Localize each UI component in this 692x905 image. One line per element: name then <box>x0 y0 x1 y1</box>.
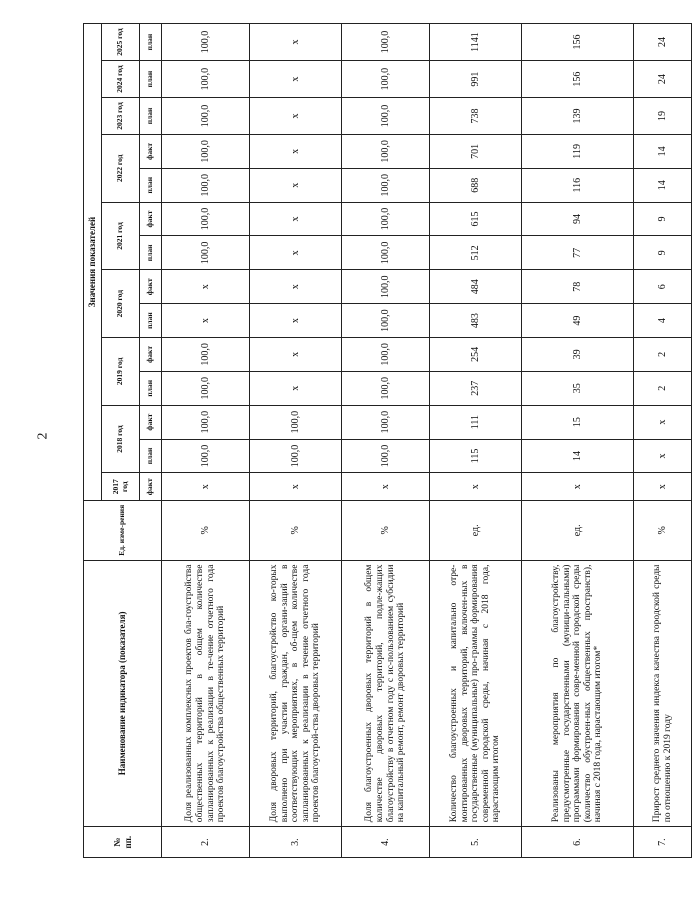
value-cell: 738 <box>430 98 522 135</box>
value-cell: 100,0 <box>162 439 250 473</box>
row-number: 2. <box>162 827 250 858</box>
header-year: 2023 год <box>102 98 140 135</box>
value-cell: 119 <box>522 134 634 168</box>
unit-cell: % <box>634 501 692 560</box>
value-cell: 100,0 <box>162 61 250 98</box>
value-cell: 111 <box>430 405 522 439</box>
header-fact: факт <box>140 405 162 439</box>
header-fact: факт <box>140 338 162 372</box>
table-row <box>250 24 342 858</box>
value-cell: 139 <box>522 98 634 135</box>
header-values: Значения показателей <box>84 24 102 501</box>
value-cell: х <box>634 439 692 473</box>
value-cell: х <box>250 61 342 98</box>
value-cell: 100,0 <box>342 338 430 372</box>
header-year: 2017 год <box>102 473 140 501</box>
value-cell: 100,0 <box>162 24 250 61</box>
value-cell: 19 <box>634 98 692 135</box>
value-cell: х <box>250 236 342 270</box>
unit-cell: % <box>342 501 430 560</box>
value-cell: 615 <box>430 202 522 236</box>
value-cell: 100,0 <box>162 134 250 168</box>
value-cell: 483 <box>430 304 522 338</box>
value-cell: 100,0 <box>342 98 430 135</box>
row-number: 4. <box>342 827 430 858</box>
header-name: Наименование индикатора (показателя) <box>84 560 162 827</box>
indicator-name: Доля реализованных комплексных проектов бла-гоустройства общественных территорий в общем количестве запланированных к реализации в те-чение отчетного года проектов благоустройства общественных территорий <box>162 560 250 827</box>
header-plan: план <box>140 61 162 98</box>
value-cell: х <box>250 24 342 61</box>
value-cell: 156 <box>522 24 634 61</box>
value-cell: 100,0 <box>162 202 250 236</box>
header-plan: план <box>140 236 162 270</box>
value-cell: 49 <box>522 304 634 338</box>
row-number: 3. <box>250 827 342 858</box>
indicator-name: Прирост среднего значения индекса качества городской среды по отношению к 2019 году <box>634 560 692 827</box>
table-row <box>634 24 692 858</box>
header-fact: факт <box>140 202 162 236</box>
value-cell: 701 <box>430 134 522 168</box>
value-cell: х <box>250 168 342 202</box>
value-cell: 100,0 <box>162 98 250 135</box>
value-cell: 100,0 <box>342 134 430 168</box>
value-cell: 254 <box>430 338 522 372</box>
value-cell: х <box>250 270 342 304</box>
value-cell: х <box>250 202 342 236</box>
value-cell: 100,0 <box>342 24 430 61</box>
header-year: 2025 год <box>102 24 140 61</box>
value-cell: х <box>634 405 692 439</box>
value-cell: 14 <box>634 168 692 202</box>
row-number: 6. <box>522 827 634 858</box>
row-number: 7. <box>634 827 692 858</box>
value-cell: 1141 <box>430 24 522 61</box>
header-fact: факт <box>140 473 162 501</box>
value-cell: 237 <box>430 371 522 405</box>
value-cell: 35 <box>522 371 634 405</box>
value-cell: х <box>634 473 692 501</box>
value-cell: 100,0 <box>342 270 430 304</box>
value-cell: 2 <box>634 338 692 372</box>
value-cell: х <box>250 473 342 501</box>
table-header <box>84 24 162 858</box>
value-cell: 100,0 <box>162 236 250 270</box>
table-body <box>162 24 692 858</box>
header-no: № пп. <box>84 827 162 858</box>
unit-cell: ед. <box>430 501 522 560</box>
row-number: 5. <box>430 827 522 858</box>
header-fact: факт <box>140 270 162 304</box>
header-plan: план <box>140 371 162 405</box>
value-cell: 9 <box>634 236 692 270</box>
rotated-table-wrapper <box>83 23 673 858</box>
value-cell: 100,0 <box>342 168 430 202</box>
value-cell: х <box>250 134 342 168</box>
header-year: 2024 год <box>102 61 140 98</box>
value-cell: 15 <box>522 405 634 439</box>
value-cell: 100,0 <box>342 439 430 473</box>
value-cell: 94 <box>522 202 634 236</box>
value-cell: 9 <box>634 202 692 236</box>
value-cell: х <box>430 473 522 501</box>
unit-cell: ед. <box>522 501 634 560</box>
value-cell: 100,0 <box>162 168 250 202</box>
unit-cell: % <box>250 501 342 560</box>
indicator-name: Реализованы мероприятия по благоустройству, предусмотренные государственными (муници-пальными) программами формирования совре-менной городской среды (количество обустроен-ных общественных пространств), начиная с 2018 года, нарастающим итогом* <box>522 560 634 827</box>
value-cell: 4 <box>634 304 692 338</box>
indicators-table <box>83 23 692 858</box>
unit-cell: % <box>162 501 250 560</box>
value-cell: х <box>342 473 430 501</box>
table-row <box>162 24 250 858</box>
value-cell: 78 <box>522 270 634 304</box>
value-cell: 100,0 <box>250 439 342 473</box>
indicator-name: Доля благоустроенных дворовых территорий в общем количестве дворовых территорий, подле-жащих благоустройству в отчетном году с ис-пользованием субсидии на капитальный ремонт, ремонт дворовых территорий <box>342 560 430 827</box>
header-year: 2019 год <box>102 338 140 406</box>
indicator-name: Доля дворовых территорий, благоустройство ко-торых выполнено при участии граждан, органи-заций в соответствующих мероприятиях, в об-щем количестве запланированных к реализации в течение отчетного года проектов благоустрой-ства дворовых территорий <box>250 560 342 827</box>
value-cell: 6 <box>634 270 692 304</box>
value-cell: 24 <box>634 61 692 98</box>
value-cell: х <box>250 304 342 338</box>
value-cell: х <box>162 304 250 338</box>
value-cell: 14 <box>522 439 634 473</box>
header-year: 2018 год <box>102 405 140 473</box>
value-cell: х <box>162 473 250 501</box>
header-plan: план <box>140 439 162 473</box>
table-row <box>342 24 430 858</box>
value-cell: 2 <box>634 371 692 405</box>
header-year: 2021 год <box>102 202 140 270</box>
header-year: 2020 год <box>102 270 140 338</box>
value-cell: х <box>250 98 342 135</box>
header-plan: план <box>140 98 162 135</box>
value-cell: 100,0 <box>162 338 250 372</box>
value-cell: х <box>522 473 634 501</box>
value-cell: 484 <box>430 270 522 304</box>
value-cell: 100,0 <box>250 405 342 439</box>
value-cell: 100,0 <box>162 371 250 405</box>
header-fact: факт <box>140 134 162 168</box>
header-plan: план <box>140 24 162 61</box>
value-cell: 156 <box>522 61 634 98</box>
value-cell: х <box>250 371 342 405</box>
value-cell: 100,0 <box>342 371 430 405</box>
value-cell: 100,0 <box>342 405 430 439</box>
value-cell: х <box>162 270 250 304</box>
value-cell: 116 <box>522 168 634 202</box>
header-plan: план <box>140 304 162 338</box>
value-cell: 512 <box>430 236 522 270</box>
table-row <box>522 24 634 858</box>
header-plan: план <box>140 168 162 202</box>
value-cell: х <box>250 338 342 372</box>
value-cell: 77 <box>522 236 634 270</box>
table-row <box>430 24 522 858</box>
value-cell: 39 <box>522 338 634 372</box>
indicator-name: Количество благоустроенных и капитально отре-монтированных дворовых территорий, включен-ных в государственные (муниципальные) про-граммы формирования современной городской среды, начиная с 2018 года, нарастающим итогом <box>430 560 522 827</box>
value-cell: 991 <box>430 61 522 98</box>
header-unit: Ед. изме-рения <box>84 501 162 560</box>
value-cell: 100,0 <box>162 405 250 439</box>
value-cell: 24 <box>634 24 692 61</box>
value-cell: 14 <box>634 134 692 168</box>
value-cell: 115 <box>430 439 522 473</box>
value-cell: 100,0 <box>342 236 430 270</box>
value-cell: 100,0 <box>342 202 430 236</box>
page-number: 2 <box>35 432 51 440</box>
value-cell: 100,0 <box>342 61 430 98</box>
value-cell: 100,0 <box>342 304 430 338</box>
header-year: 2022 год <box>102 134 140 202</box>
value-cell: 688 <box>430 168 522 202</box>
